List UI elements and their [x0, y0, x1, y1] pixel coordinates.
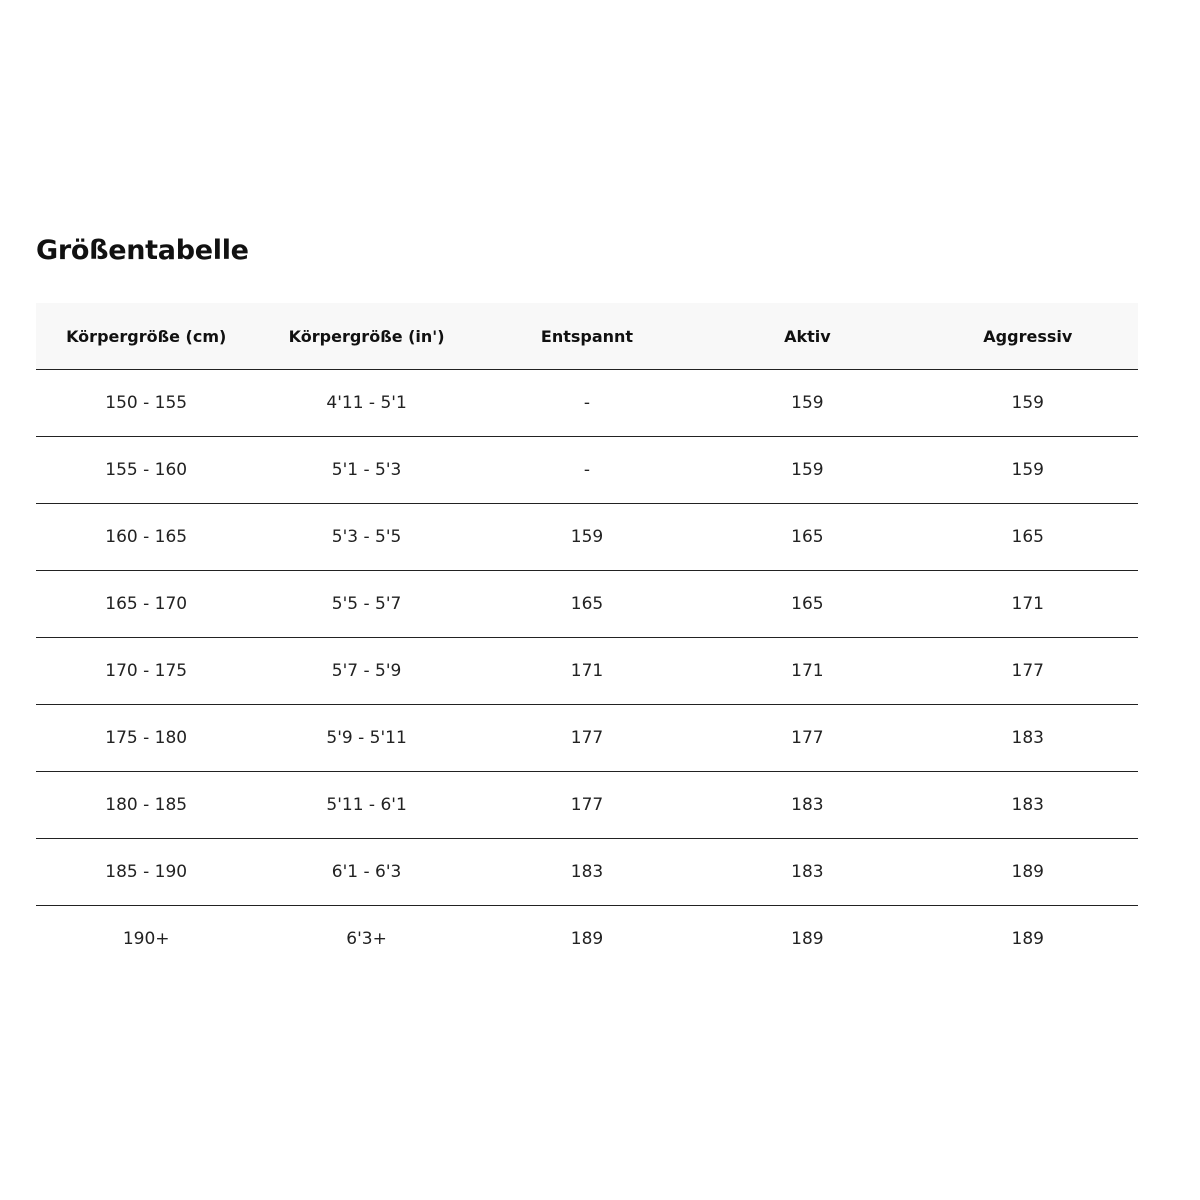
cell-relaxed: -: [477, 437, 697, 504]
cell-height-cm: 190+: [122, 929, 170, 949]
cell-relaxed: 177: [477, 705, 697, 772]
cell-active: 159: [697, 370, 917, 437]
size-chart-table: [36, 303, 1138, 972]
cell-aggressive: 183: [918, 705, 1138, 772]
page-title: Größentabelle: [36, 235, 249, 266]
cell-height-cm: 180 - 185: [36, 772, 256, 839]
table-row: [36, 437, 1138, 504]
table-row: [36, 906, 1138, 973]
table-body: [36, 370, 1138, 973]
table-row: [36, 370, 1138, 437]
cell-aggressive: 189: [918, 839, 1138, 906]
cell-active: 165: [697, 571, 917, 638]
cell-height-in: 6'1 - 6'3: [256, 839, 476, 906]
cell-height-cm: 165 - 170: [36, 571, 256, 638]
cell-height-cm: 175 - 180: [36, 705, 256, 772]
cell-relaxed: 177: [477, 772, 697, 839]
cell-active: 183: [697, 839, 917, 906]
cell-relaxed: 171: [477, 638, 697, 705]
cell-aggressive: 177: [918, 638, 1138, 705]
cell-height-cm: 170 - 175: [36, 638, 256, 705]
cell-aggressive: 165: [918, 504, 1138, 571]
cell-relaxed: 165: [477, 571, 697, 638]
cell-height-cm: 160 - 165: [36, 504, 256, 571]
cell-aggressive: 183: [918, 772, 1138, 839]
cell-active: 183: [697, 772, 917, 839]
cell-active: 177: [697, 705, 917, 772]
cell-aggressive: 171: [918, 571, 1138, 638]
table-row: [36, 638, 1138, 705]
table-row: [36, 839, 1138, 906]
cell-relaxed: 183: [477, 839, 697, 906]
cell-aggressive: 159: [918, 370, 1138, 437]
cell-active: 171: [697, 638, 917, 705]
table-header: [36, 303, 1138, 370]
cell-height-cm: 185 - 190: [36, 839, 256, 906]
cell-height-in: 5'9 - 5'11: [256, 705, 476, 772]
cell-relaxed: -: [477, 370, 697, 437]
cell-relaxed: 189: [570, 929, 604, 949]
header-row: [36, 303, 1138, 370]
cell-active: 159: [697, 437, 917, 504]
cell-height-in: 4'11 - 5'1: [256, 370, 476, 437]
header-height-in: Körpergröße (in'): [256, 303, 476, 370]
header-height-cm: Körpergröße (cm): [36, 303, 256, 370]
table-row: [36, 571, 1138, 638]
cell-height-in: 5'11 - 6'1: [256, 772, 476, 839]
cell-height-in: 5'1 - 5'3: [256, 437, 476, 504]
cell-height-cm: 150 - 155: [36, 370, 256, 437]
header-aggressive: Aggressiv: [918, 303, 1138, 370]
cell-height-in: 5'5 - 5'7: [256, 571, 476, 638]
cell-height-in: 5'3 - 5'5: [256, 504, 476, 571]
cell-active: 189: [791, 929, 824, 949]
cell-aggressive: 189: [1011, 929, 1044, 949]
table-row: [36, 705, 1138, 772]
cell-active: 165: [697, 504, 917, 571]
table-row: [36, 504, 1138, 571]
table-row: [36, 772, 1138, 839]
header-active: Aktiv: [697, 303, 917, 370]
cell-height-cm: 155 - 160: [36, 437, 256, 504]
cell-height-in: 5'7 - 5'9: [256, 638, 476, 705]
cell-height-in: 6'3+: [346, 929, 387, 949]
cell-relaxed: 159: [477, 504, 697, 571]
cell-aggressive: 159: [918, 437, 1138, 504]
header-relaxed: Entspannt: [477, 303, 697, 370]
